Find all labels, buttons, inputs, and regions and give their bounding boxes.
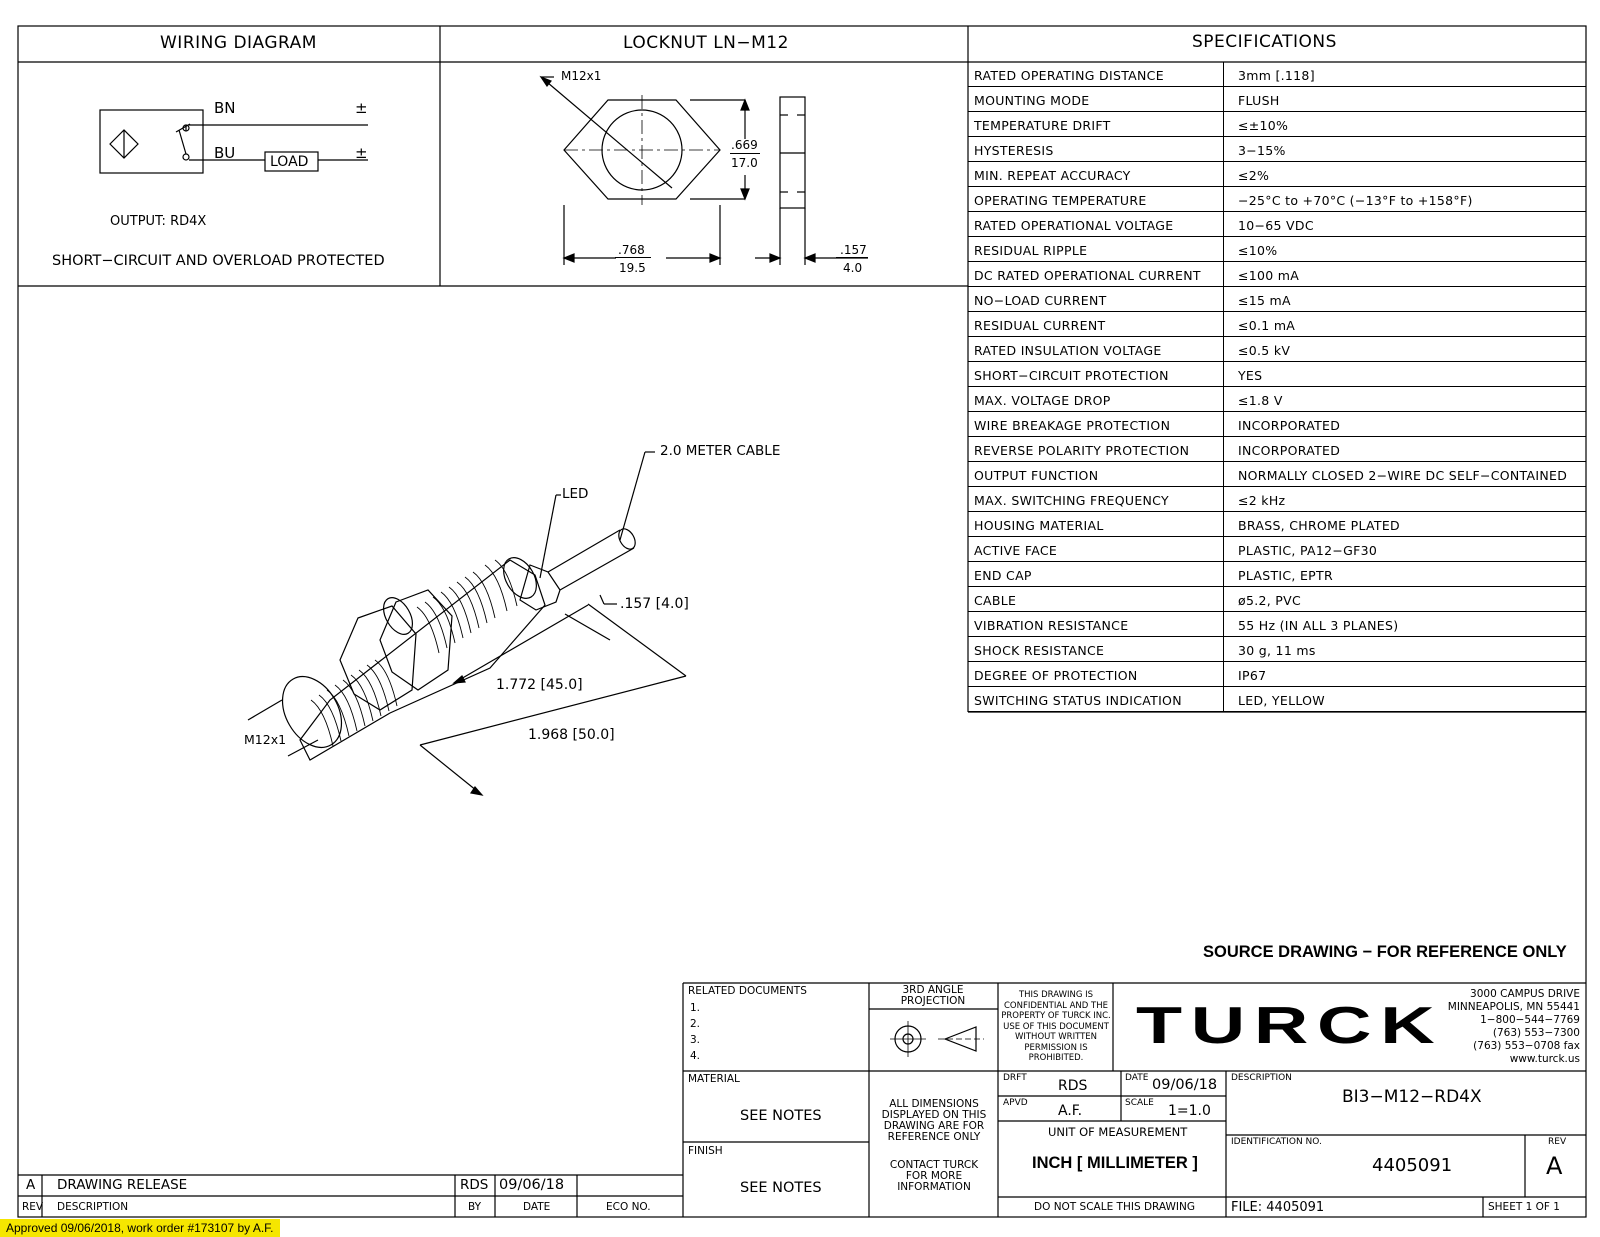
spec-row bbox=[968, 362, 1586, 387]
finish-label: FINISH bbox=[688, 1145, 723, 1157]
rev-header: REV bbox=[22, 1201, 44, 1213]
spec-value: ≤15 mA bbox=[1238, 293, 1291, 308]
spec-label: END CAP bbox=[974, 568, 1032, 583]
spec-row bbox=[968, 187, 1586, 212]
spec-row bbox=[968, 612, 1586, 637]
spec-label: DC RATED OPERATIONAL CURRENT bbox=[974, 268, 1201, 283]
approval-stamp: Approved 09/06/2018, work order #173107 by A.F. bbox=[0, 1219, 280, 1237]
spec-label: MOUNTING MODE bbox=[974, 93, 1090, 108]
material-value: SEE NOTES bbox=[740, 1108, 822, 1124]
spec-value: ≤0.1 mA bbox=[1238, 318, 1296, 333]
spec-value: ≤1.8 V bbox=[1238, 393, 1283, 408]
spec-value: INCORPORATED bbox=[1238, 443, 1341, 458]
unit-label: UNIT OF MEASUREMENT bbox=[1048, 1125, 1188, 1139]
cable-callout: 2.0 METER CABLE bbox=[660, 443, 781, 459]
rev-row-desc: DRAWING RELEASE bbox=[57, 1177, 188, 1193]
spec-value: −25°C to +70°C (−13°F to +158°F) bbox=[1238, 193, 1473, 208]
spec-row bbox=[968, 137, 1586, 162]
spec-value: BRASS, CHROME PLATED bbox=[1238, 518, 1400, 533]
spec-label: SHOCK RESISTANCE bbox=[974, 643, 1105, 658]
spec-divider bbox=[1223, 187, 1224, 211]
spec-divider bbox=[1223, 387, 1224, 411]
phone-2: (763) 553−7300 bbox=[1492, 1027, 1580, 1039]
description-value: BI3−M12−RD4X bbox=[1342, 1087, 1482, 1107]
description-label: DESCRIPTION bbox=[1231, 1073, 1292, 1083]
spec-label: SHORT−CIRCUIT PROTECTION bbox=[974, 368, 1169, 383]
spec-label: OPERATING TEMPERATURE bbox=[974, 193, 1147, 208]
protection-label: SHORT−CIRCUIT AND OVERLOAD PROTECTED bbox=[52, 253, 385, 269]
spec-label: SWITCHING STATUS INDICATION bbox=[974, 693, 1182, 708]
spec-row bbox=[968, 562, 1586, 587]
spec-row bbox=[968, 537, 1586, 562]
scale-value: 1=1.0 bbox=[1168, 1103, 1211, 1119]
dim-thread-length: 1.772 [45.0] bbox=[496, 677, 583, 693]
spec-row bbox=[968, 387, 1586, 412]
turck-logo: TURCK bbox=[1136, 997, 1444, 1055]
spec-label: MAX. SWITCHING FREQUENCY bbox=[974, 493, 1169, 508]
locknut-width-mm: 19.5 bbox=[619, 261, 646, 275]
drft-value: RDS bbox=[1058, 1078, 1088, 1094]
address-line-1: 3000 CAMPUS DRIVE bbox=[1470, 988, 1580, 1000]
unit-value: INCH [ MILLIMETER ] bbox=[1032, 1154, 1198, 1172]
related-doc-3: 3. bbox=[690, 1034, 701, 1046]
spec-divider bbox=[1223, 437, 1224, 461]
wire-bn-polarity: ± bbox=[355, 99, 368, 117]
spec-divider bbox=[1223, 87, 1224, 111]
spec-label: HOUSING MATERIAL bbox=[974, 518, 1104, 533]
by-header: BY bbox=[468, 1201, 482, 1213]
spec-label: REVERSE POLARITY PROTECTION bbox=[974, 443, 1190, 458]
spec-row bbox=[968, 87, 1586, 112]
confidential-notice: THIS DRAWING IS CONFIDENTIAL AND THE PROPERTY OF TURCK INC. USE OF THIS DOCUMENT WITHOUT WRITTEN PERMISSION IS PROHIBITED. bbox=[1001, 990, 1111, 1063]
spec-label: RESIDUAL RIPPLE bbox=[974, 243, 1088, 258]
spec-divider bbox=[1223, 487, 1224, 511]
spec-divider bbox=[1223, 587, 1224, 611]
spec-row bbox=[968, 637, 1586, 662]
spec-divider bbox=[1223, 362, 1224, 386]
iso-thread-label: M12x1 bbox=[244, 732, 287, 747]
spec-value: 55 Hz (IN ALL 3 PLANES) bbox=[1238, 618, 1399, 633]
led-callout: LED bbox=[562, 486, 589, 502]
locknut-thick-mm: 4.0 bbox=[843, 261, 863, 275]
spec-divider bbox=[1223, 62, 1224, 86]
spec-value: ≤2 kHz bbox=[1238, 493, 1286, 508]
spec-value: 10−65 VDC bbox=[1238, 218, 1314, 233]
turck-address bbox=[1400, 988, 1580, 1066]
spec-divider bbox=[1223, 262, 1224, 286]
spec-divider bbox=[1223, 312, 1224, 336]
spec-divider bbox=[1223, 287, 1224, 311]
apvd-label: APVD bbox=[1003, 1098, 1028, 1108]
spec-value: ≤±10% bbox=[1238, 118, 1289, 133]
spec-row bbox=[968, 512, 1586, 537]
no-scale-note: DO NOT SCALE THIS DRAWING bbox=[1034, 1201, 1196, 1213]
output-label: OUTPUT: RD4X bbox=[110, 214, 207, 229]
spec-row bbox=[968, 412, 1586, 437]
spec-value: PLASTIC, PA12−GF30 bbox=[1238, 543, 1378, 558]
wire-bu-label: BU bbox=[214, 144, 236, 162]
locknut-thick-in: .157 bbox=[840, 243, 867, 257]
rev-row-date: 09/06/18 bbox=[499, 1177, 565, 1193]
spec-value: 3−15% bbox=[1238, 143, 1286, 158]
spec-value: ≤10% bbox=[1238, 243, 1278, 258]
related-doc-1: 1. bbox=[690, 1002, 701, 1014]
date-value: 09/06/18 bbox=[1152, 1077, 1218, 1093]
spec-row bbox=[968, 662, 1586, 687]
spec-divider bbox=[1223, 562, 1224, 586]
spec-divider bbox=[1223, 462, 1224, 486]
spec-label: RATED OPERATIONAL VOLTAGE bbox=[974, 218, 1174, 233]
spec-value: ø5.2, PVC bbox=[1238, 593, 1301, 608]
spec-row bbox=[968, 287, 1586, 312]
spec-value: YES bbox=[1238, 368, 1263, 383]
spec-divider bbox=[1223, 637, 1224, 661]
spec-value: LED, YELLOW bbox=[1238, 693, 1325, 708]
spec-row bbox=[968, 687, 1586, 712]
date-label: DATE bbox=[1125, 1073, 1149, 1083]
sheet-label: SHEET 1 OF 1 bbox=[1488, 1201, 1560, 1213]
wire-bn-label: BN bbox=[214, 99, 236, 117]
spec-label: ACTIVE FACE bbox=[974, 543, 1058, 558]
spec-label: RATED OPERATING DISTANCE bbox=[974, 68, 1164, 83]
spec-divider bbox=[1223, 687, 1224, 711]
source-drawing-note: SOURCE DRAWING − FOR REFERENCE ONLY bbox=[1203, 943, 1567, 961]
spec-row bbox=[968, 262, 1586, 287]
related-doc-4: 4. bbox=[690, 1050, 701, 1062]
rev-label: REV bbox=[1548, 1137, 1567, 1147]
spec-label: VIBRATION RESISTANCE bbox=[974, 618, 1129, 633]
spec-row bbox=[968, 62, 1586, 87]
locknut-header: LOCKNUT LN−M12 bbox=[623, 33, 789, 53]
spec-divider bbox=[1223, 162, 1224, 186]
apvd-value: A.F. bbox=[1058, 1103, 1083, 1119]
spec-label: HYSTERESIS bbox=[974, 143, 1054, 158]
spec-value: ≤2% bbox=[1238, 168, 1270, 183]
related-doc-2: 2. bbox=[690, 1018, 701, 1030]
spec-label: TEMPERATURE DRIFT bbox=[974, 118, 1111, 133]
spec-label: DEGREE OF PROTECTION bbox=[974, 668, 1138, 683]
spec-divider bbox=[1223, 512, 1224, 536]
date-header: DATE bbox=[523, 1201, 551, 1213]
locknut-thread-label: M12x1 bbox=[561, 69, 602, 83]
spec-row bbox=[968, 237, 1586, 262]
spec-label: RESIDUAL CURRENT bbox=[974, 318, 1106, 333]
rev-value: A bbox=[1546, 1152, 1563, 1180]
spec-divider bbox=[1223, 212, 1224, 236]
spec-label: RATED INSULATION VOLTAGE bbox=[974, 343, 1162, 358]
rev-row-by: RDS bbox=[460, 1177, 489, 1193]
spec-row bbox=[968, 487, 1586, 512]
contact-note: CONTACT TURCK FOR MORE INFORMATION bbox=[889, 1159, 979, 1193]
spec-value: INCORPORATED bbox=[1238, 418, 1341, 433]
spec-value: ≤100 mA bbox=[1238, 268, 1300, 283]
spec-row bbox=[968, 162, 1586, 187]
spec-divider bbox=[1223, 612, 1224, 636]
wiring-diagram-header: WIRING DIAGRAM bbox=[160, 33, 317, 53]
spec-row bbox=[968, 112, 1586, 137]
spec-label: MIN. REPEAT ACCURACY bbox=[974, 168, 1131, 183]
spec-value: FLUSH bbox=[1238, 93, 1280, 108]
spec-label: CABLE bbox=[974, 593, 1017, 608]
address-line-2: MINNEAPOLIS, MN 55441 bbox=[1447, 1001, 1580, 1013]
dim-overall-length: 1.968 [50.0] bbox=[528, 727, 615, 743]
locknut-height-in: .669 bbox=[731, 138, 758, 152]
phone-1: 1−800−544−7769 bbox=[1480, 1014, 1580, 1026]
identification-label: IDENTIFICATION NO. bbox=[1231, 1137, 1322, 1147]
spec-row bbox=[968, 212, 1586, 237]
fraction-bar bbox=[836, 257, 868, 258]
spec-row bbox=[968, 337, 1586, 362]
rev-row-rev: A bbox=[26, 1177, 36, 1193]
identification-value: 4405091 bbox=[1372, 1155, 1453, 1176]
spec-value: NORMALLY CLOSED 2−WIRE DC SELF−CONTAINED bbox=[1238, 468, 1568, 483]
spec-label: WIRE BREAKAGE PROTECTION bbox=[974, 418, 1171, 433]
finish-value: SEE NOTES bbox=[740, 1180, 822, 1196]
spec-label: NO−LOAD CURRENT bbox=[974, 293, 1107, 308]
dim-endcap: .157 [4.0] bbox=[620, 596, 689, 612]
spec-row bbox=[968, 437, 1586, 462]
spec-divider bbox=[1223, 112, 1224, 136]
scale-label: SCALE bbox=[1125, 1098, 1154, 1108]
spec-row bbox=[968, 462, 1586, 487]
spec-value: 30 g, 11 ms bbox=[1238, 643, 1316, 658]
spec-divider bbox=[1223, 412, 1224, 436]
wire-bu-polarity: ± bbox=[355, 144, 368, 162]
material-label: MATERIAL bbox=[688, 1073, 740, 1085]
fraction-bar bbox=[730, 153, 760, 154]
spec-divider bbox=[1223, 237, 1224, 261]
spec-label: OUTPUT FUNCTION bbox=[974, 468, 1099, 483]
spec-divider bbox=[1223, 662, 1224, 686]
spec-divider bbox=[1223, 537, 1224, 561]
eco-header: ECO NO. bbox=[606, 1201, 651, 1213]
drft-label: DRFT bbox=[1003, 1073, 1027, 1083]
fax: (763) 553−0708 fax bbox=[1473, 1040, 1580, 1052]
file-label: FILE: 4405091 bbox=[1231, 1200, 1325, 1215]
spec-label: MAX. VOLTAGE DROP bbox=[974, 393, 1111, 408]
load-label: LOAD bbox=[270, 154, 309, 170]
spec-divider bbox=[1223, 137, 1224, 161]
spec-value: 3mm [.118] bbox=[1238, 68, 1315, 83]
website[interactable]: www.turck.us bbox=[1509, 1053, 1580, 1065]
all-dimensions-note: ALL DIMENSIONS DISPLAYED ON THIS DRAWING ARE FOR REFERENCE ONLY bbox=[881, 1098, 987, 1143]
locknut-width-in: .768 bbox=[618, 243, 645, 257]
fraction-bar bbox=[615, 257, 651, 258]
spec-row bbox=[968, 587, 1586, 612]
related-docs-label: RELATED DOCUMENTS bbox=[688, 985, 807, 997]
spec-value: IP67 bbox=[1238, 668, 1267, 683]
desc-header: DESCRIPTION bbox=[57, 1201, 129, 1213]
locknut-height-mm: 17.0 bbox=[731, 156, 758, 170]
spec-row bbox=[968, 312, 1586, 337]
spec-value: PLASTIC, EPTR bbox=[1238, 568, 1333, 583]
spec-value: ≤0.5 kV bbox=[1238, 343, 1291, 358]
spec-divider bbox=[1223, 337, 1224, 361]
projection-label: 3RD ANGLE PROJECTION bbox=[900, 984, 966, 1007]
specifications-header: SPECIFICATIONS bbox=[1192, 32, 1337, 52]
